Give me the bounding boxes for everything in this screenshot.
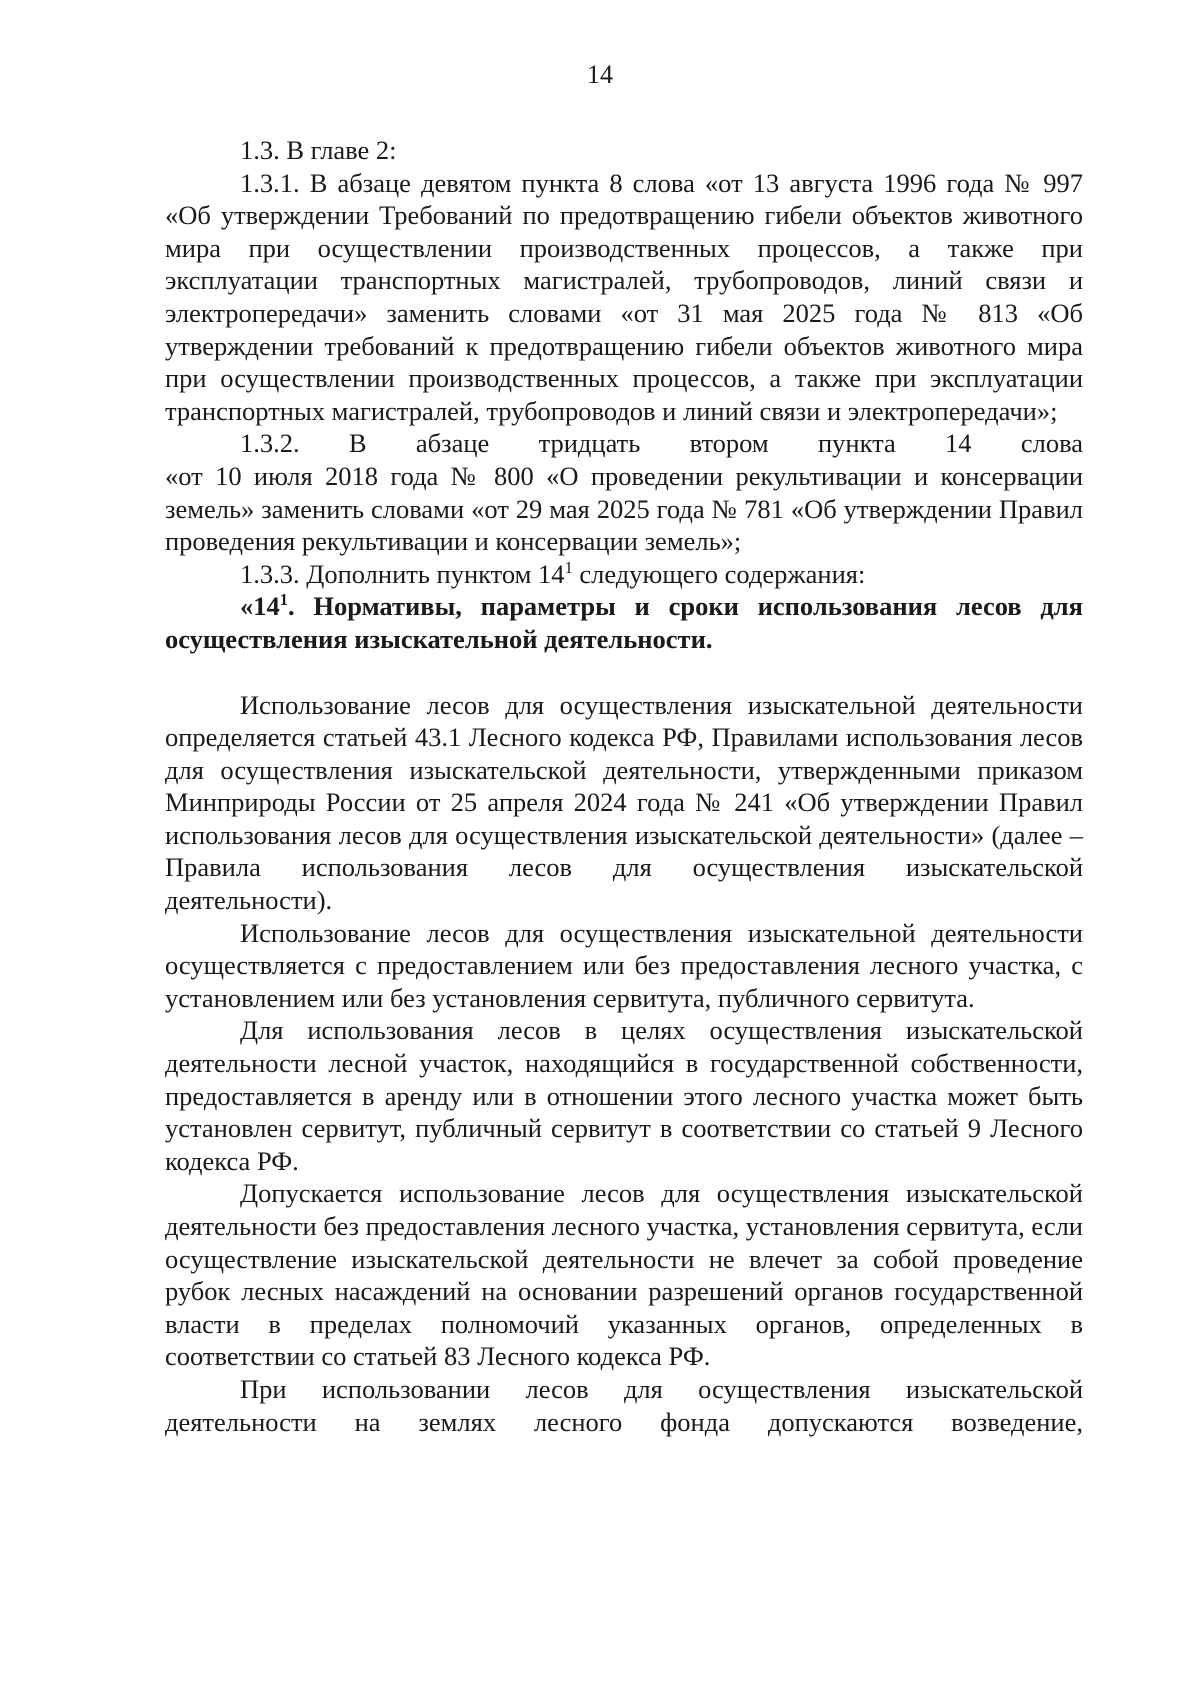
section-heading — [165, 590, 1083, 655]
paragraph-forest-use-definition: Использование лесов для осуществления изыскательной деятельности определяется статьей 43.1 Лесного кодекса РФ, Правилами использования лесов для осуществления изыскательской деятельности, утвержденными приказом Минприроды России от 25 апреля 2024 года № 241 «Об утверждении Правил использования лесов для осуществления изыскательской деятельности» (далее – Правила использования лесов для осуществления изыскательской деятельности). — [165, 689, 1083, 916]
heading-sup: 1 — [279, 590, 288, 610]
document-body — [165, 134, 1083, 1438]
paragraph-1-3-3-sup: 1 — [564, 557, 573, 577]
paragraph-forest-use-modes: Использование лесов для осуществления изыскательной деятельности осуществляется с предоставлением или без предоставления лесного участка, с установлением или без установления сервитута, публичного сервитута. — [165, 917, 1083, 1013]
paragraph-1-3-3-before: 1.3.3. Дополнить пунктом 14 — [240, 558, 565, 589]
heading-text: . Нормативы, параметры и сроки использования лесов для осуществления изыскательной деятельности. — [165, 591, 1083, 654]
paragraph-1-3-3-after: следующего содержания: — [572, 558, 866, 589]
paragraph-forest-fund: При использовании лесов для осуществления изыскательской деятельности на землях лесного фонда допускаются возведение, — [165, 1373, 1083, 1437]
paragraph-1-3-1: 1.3.1. В абзаце девятом пункта 8 слова «от 13 августа 1996 года № 997 «Об утверждении Требований по предотвращению гибели объектов животного мира при осуществлении производственных процессов, а также при эксплуатации транспортных магистралей, трубопроводов, линий связи и электропередачи» заменить словами «от 31 мая 2025 года № 813 «Об утверждении требований к предотвращению гибели объектов животного мира при осуществлении производственных процессов, а также при эксплуатации транспортных магистралей, трубопроводов и линий связи и электропередачи»; — [165, 167, 1083, 426]
paragraph-forest-lease: Для использования лесов в целях осуществления изыскательской деятельности лесной участок, находящийся в государственной собственности, предоставляется в аренду или в отношении этого лесного участка может быть установлен сервитут, публичный сервитут в соответствии со статьей 9 Лесного кодекса РФ. — [165, 1015, 1083, 1176]
paragraph-1-3: 1.3. В главе 2: — [240, 135, 397, 165]
page-number: 14 — [587, 60, 613, 89]
paragraph-without-plot: Допускается использование лесов для осуществления изыскательской деятельности без предоставления лесного участка, установления сервитута, если осуществление изыскательской деятельности не влечет за собой проведение рубок лесных насаждений на основании разрешений органов государственной власти в пределах полномочий указанных органов, определенных в соответствии со статьей 83 Лесного кодекса РФ. — [165, 1178, 1083, 1372]
paragraph-1-3-2-line1: 1.3.2. В абзаце тридцать втором пункта 14 слова — [240, 428, 1083, 459]
paragraph-1-3-2-rest: «от 10 июля 2018 года № 800 «О проведении рекультивации и консервации земель» заменить словами «от 29 мая 2025 года № 781 «Об утверждении Правил проведения рекультивации и консервации земель»; — [165, 460, 1083, 557]
heading-open: «14 — [240, 591, 280, 622]
paragraph-1-3-3 — [165, 558, 1083, 591]
